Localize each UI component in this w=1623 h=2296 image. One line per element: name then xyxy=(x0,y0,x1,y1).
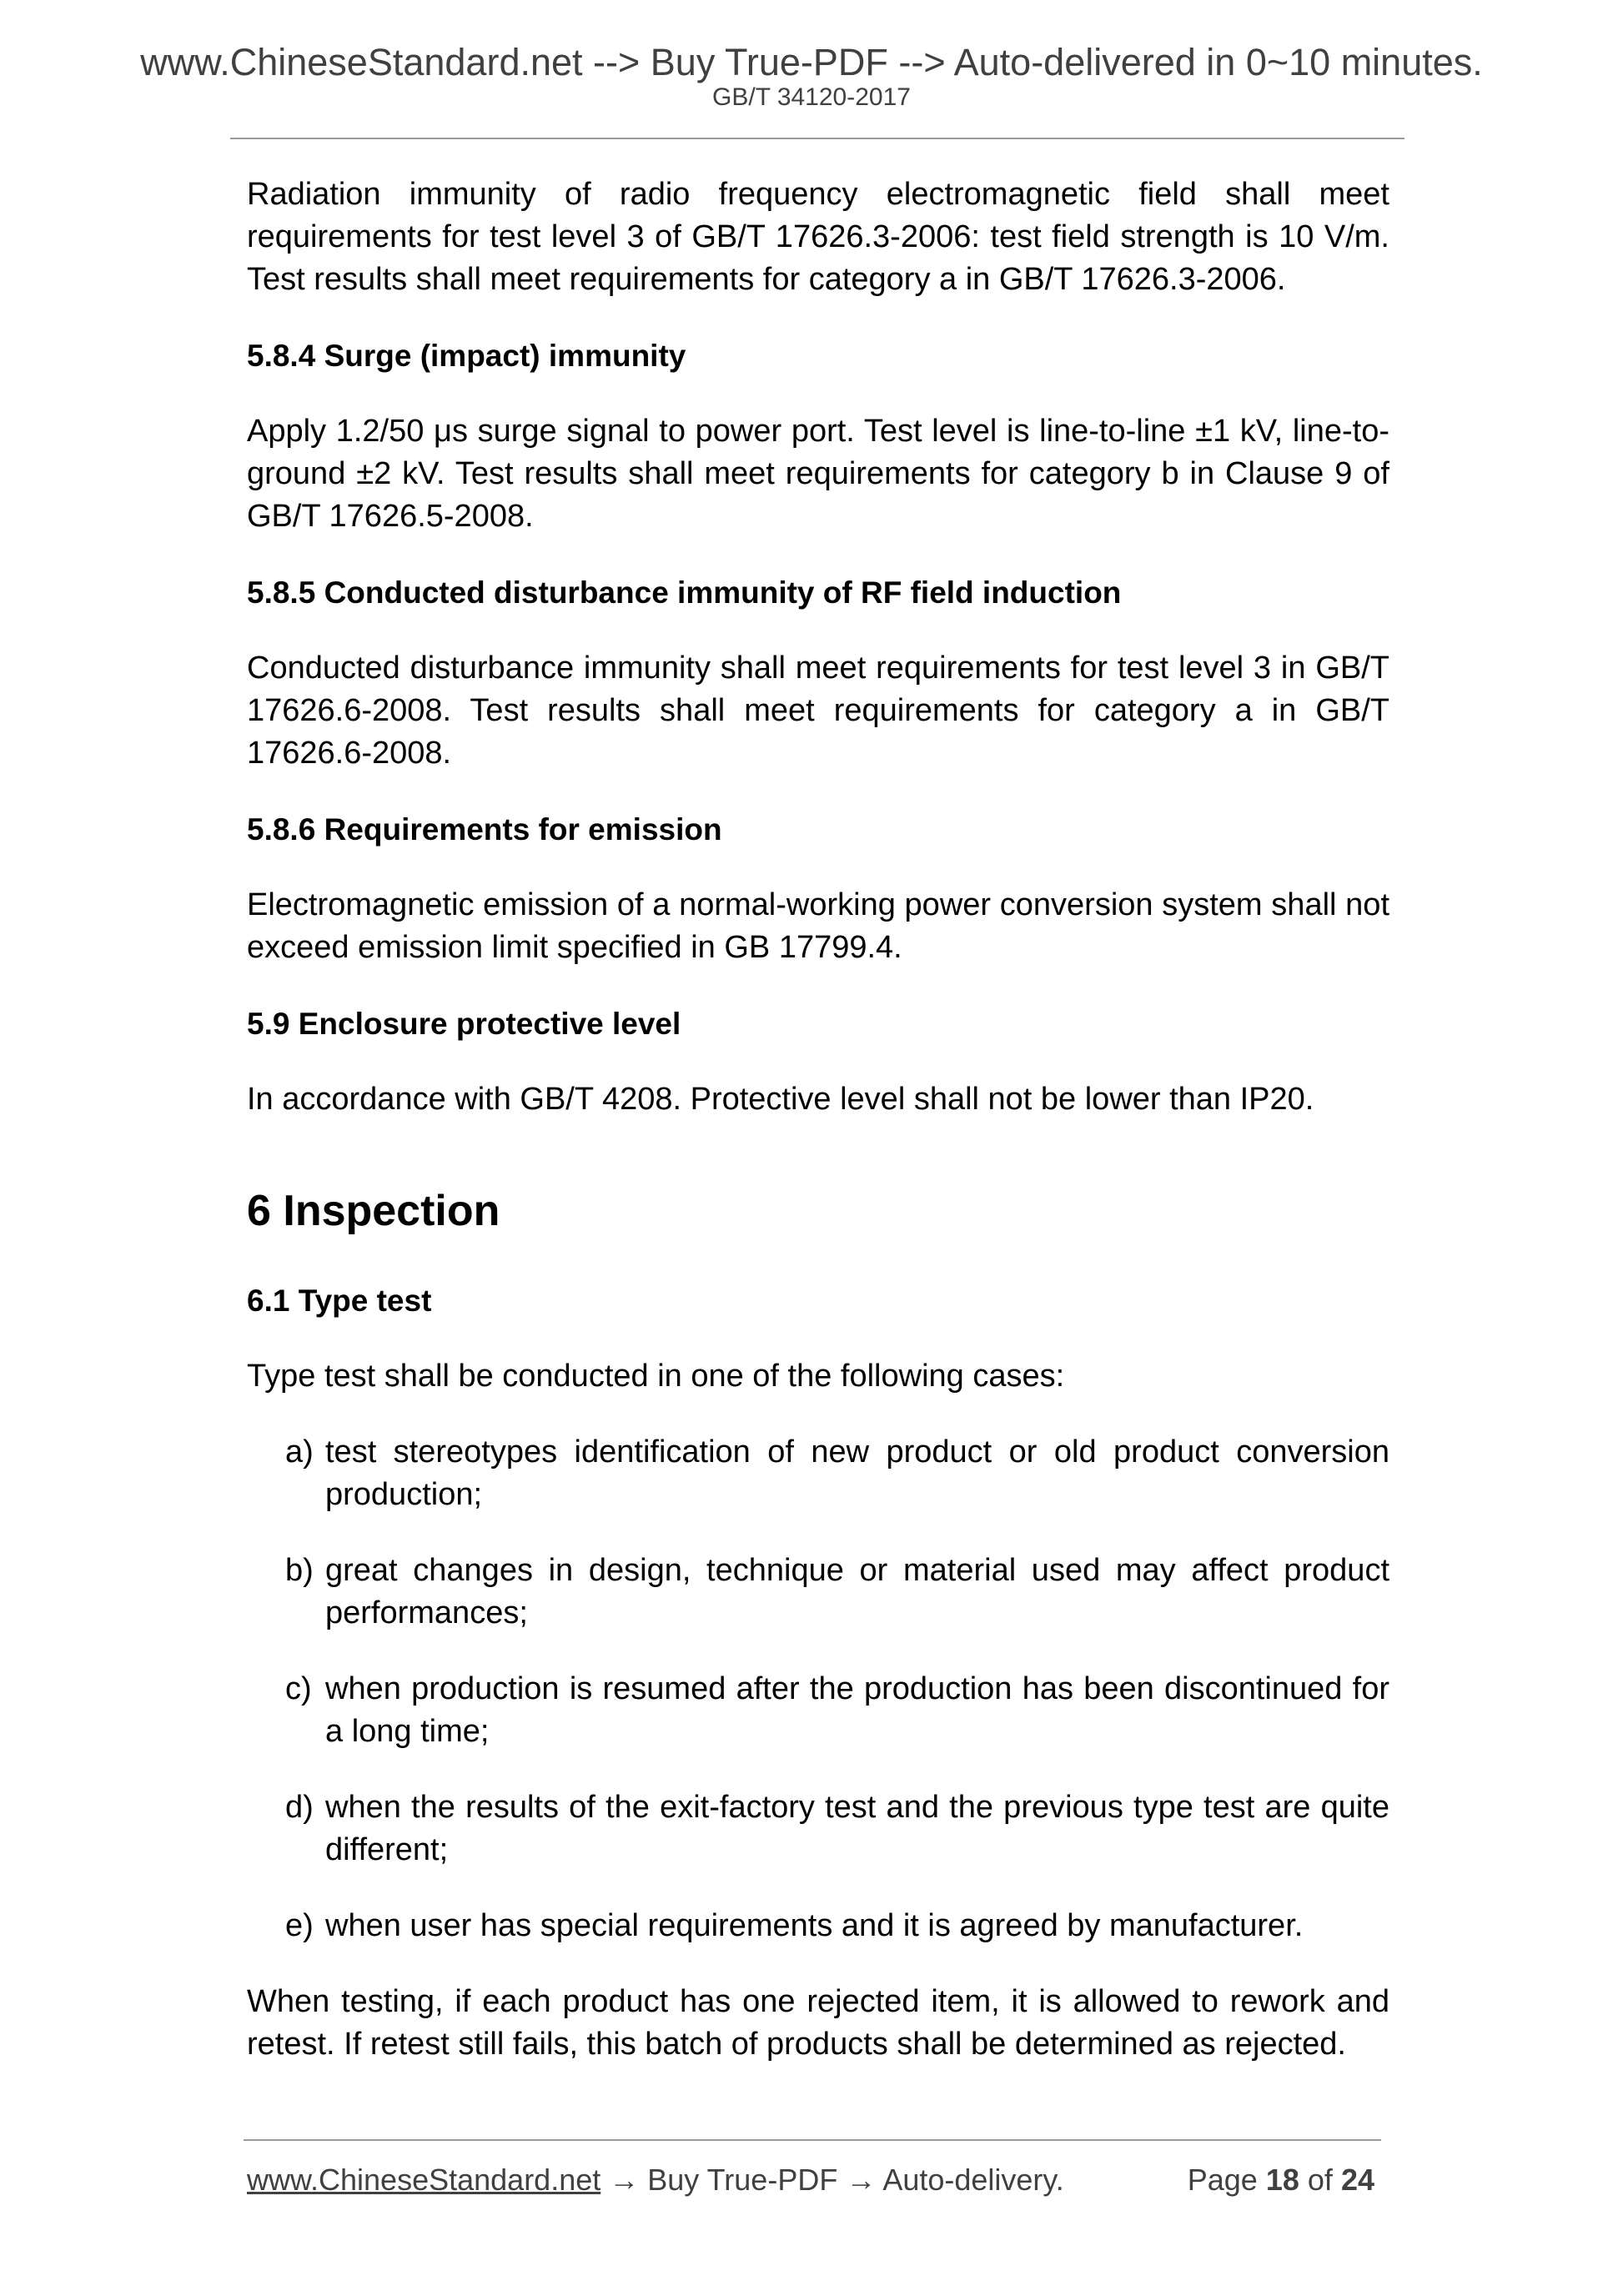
footer-divider xyxy=(244,2139,1381,2141)
list-item xyxy=(247,1668,1389,1753)
list-item-text: when user has special requirements and it is agreed by manufacturer. xyxy=(325,1908,1304,1943)
footer-promo xyxy=(247,2162,1064,2198)
list-marker: d) xyxy=(285,1790,314,1825)
heading-6-1: 6.1 Type test xyxy=(247,1284,432,1318)
paragraph-5-8-4: Apply 1.2/50 μs surge signal to power port. Test level is line-to-line ±1 kV, line-to-ground ±2 kV. Test results shall meet requirements for category b in Clause 9 of GB/T 17626.5-2008. xyxy=(247,414,1389,534)
list-item xyxy=(247,1550,1389,1635)
header-divider xyxy=(230,138,1404,139)
header-banner: www.ChineseStandard.net --> Buy True-PDF --> Auto-delivered in 0~10 minutes. xyxy=(140,41,1483,83)
list-item-text: test stereotypes identification of new product or old product conversion production; xyxy=(325,1434,1389,1512)
list-item xyxy=(247,1905,1389,1947)
page-current: 18 xyxy=(1265,2163,1299,2197)
list-item xyxy=(247,1431,1389,1516)
document-body xyxy=(247,173,1389,2066)
paragraph-5-8-5: Conducted disturbance immunity shall meet requirements for test level 3 in GB/T 17626.6-2008. Test results shall meet requirements for category a in GB/T 17626.6-2008. xyxy=(247,651,1389,771)
list-item-text: when the results of the exit-factory test and the previous type test are quite different; xyxy=(325,1790,1389,1867)
paragraph-6-1-intro: Type test shall be conducted in one of the following cases: xyxy=(247,1359,1065,1394)
footer-promo-text: → Buy True-PDF → Auto-delivery. xyxy=(600,2163,1064,2197)
footer-site-link[interactable]: www.ChineseStandard.net xyxy=(247,2163,601,2197)
intro-paragraph: Radiation immunity of radio frequency electromagnetic field shall meet requirements for test level 3 of GB/T 17626.3-2006: test field strength is 10 V/m. Test results shall meet requirements for category a in GB/T 17626.3-2006. xyxy=(247,177,1389,297)
type-test-cases-list xyxy=(247,1431,1389,1947)
standard-code: GB/T 34120-2017 xyxy=(712,83,911,111)
page-total: 24 xyxy=(1340,2163,1374,2197)
closing-paragraph: When testing, if each product has one rejected item, it is allowed to rework and retest. If retest still fails, this batch of products shall be determined as rejected. xyxy=(247,1984,1389,2062)
list-item-text: great changes in design, technique or material used may affect product performances; xyxy=(325,1553,1389,1630)
list-marker: a) xyxy=(285,1434,314,1470)
page-number xyxy=(1188,2162,1374,2198)
heading-5-8-5: 5.8.5 Conducted disturbance immunity of RF field induction xyxy=(247,575,1122,610)
paragraph-5-8-6: Electromagnetic emission of a normal-working power conversion system shall not exceed emission limit specified in GB 17799.4. xyxy=(247,887,1389,965)
heading-5-9: 5.9 Enclosure protective level xyxy=(247,1007,681,1041)
paragraph-5-9: In accordance with GB/T 4208. Protective level shall not be lower than IP20. xyxy=(247,1082,1314,1117)
list-item-text: when production is resumed after the production has been discontinued for a long time; xyxy=(325,1671,1389,1749)
of-label: of xyxy=(1307,2163,1333,2197)
heading-5-8-4: 5.8.4 Surge (impact) immunity xyxy=(247,339,686,373)
heading-6-inspection: 6 Inspection xyxy=(247,1187,500,1235)
list-marker: b) xyxy=(285,1553,314,1588)
page-label: Page xyxy=(1187,2163,1258,2197)
list-marker: e) xyxy=(285,1908,314,1943)
list-marker: c) xyxy=(285,1671,312,1706)
heading-5-8-6: 5.8.6 Requirements for emission xyxy=(247,812,722,847)
list-item xyxy=(247,1786,1389,1871)
